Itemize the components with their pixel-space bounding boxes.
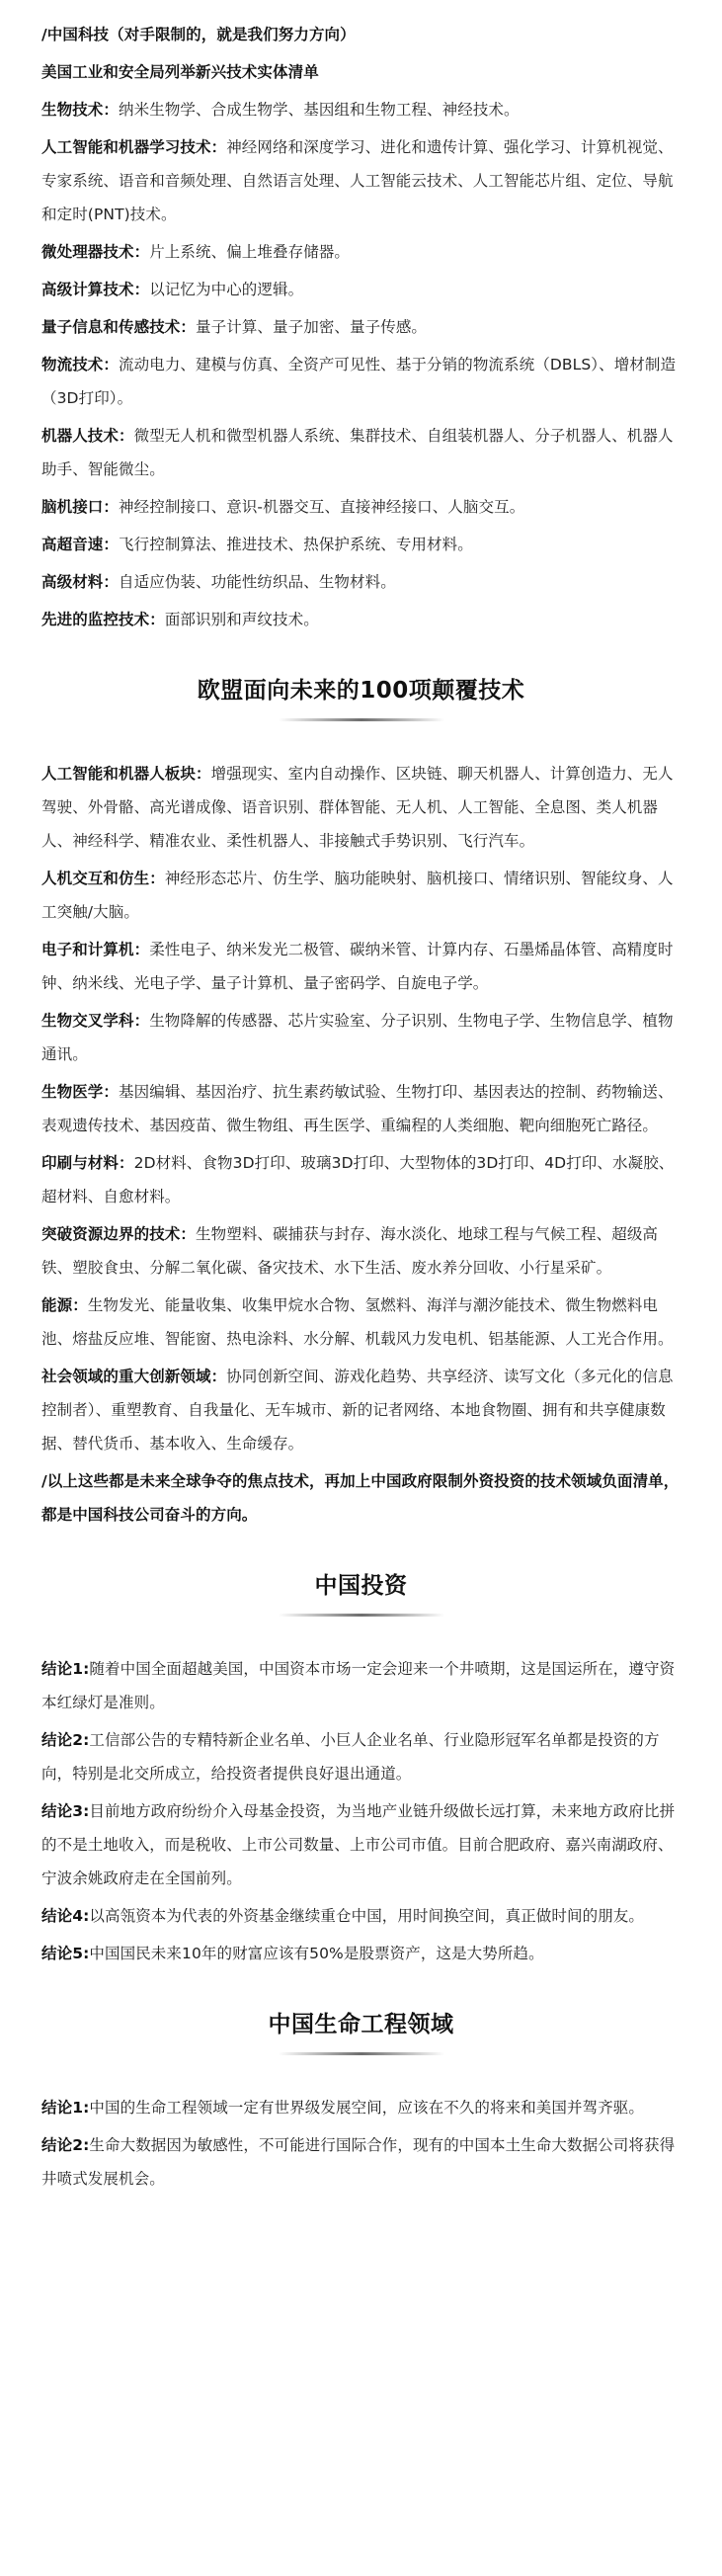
section-underline xyxy=(279,2052,444,2055)
item-label: 物流技术： xyxy=(41,356,120,374)
list-item xyxy=(41,419,681,486)
item-text: 神经控制接口、意识-机器交互、直接神经接口、人脑交互。 xyxy=(119,498,525,516)
item-label: 机器人技术： xyxy=(41,427,134,445)
list-item xyxy=(41,310,681,344)
list-item xyxy=(41,1794,681,1895)
item-text: 面部识别和声纹技术。 xyxy=(164,611,319,628)
list-item xyxy=(41,1146,681,1213)
item-text: 中国的生命工程领域一定有世界级发展空间，应该在不久的将来和美国并驾齐驱。 xyxy=(89,2099,644,2117)
item-text: 中国国民未来10年的财富应该有50%是股票资产，这是大势所趋。 xyxy=(89,1945,544,1962)
section-header-eu xyxy=(41,672,681,721)
summary-paragraph xyxy=(41,1464,681,1532)
eu-tech-list xyxy=(41,757,681,1532)
item-label: 人机交互和仿生： xyxy=(41,870,165,887)
list-item xyxy=(41,603,681,636)
us-tech-list xyxy=(41,93,681,636)
list-item xyxy=(41,2091,681,2124)
section-header-invest xyxy=(41,1567,681,1617)
item-label: 结论4: xyxy=(41,1907,90,1925)
item-label: 结论5: xyxy=(41,1945,90,1962)
summary-text: /以上这些都是未来全球争夺的焦点技术，再加上中国政府限制外资投资的技术领域负面清单，都是中国科技公司奋斗的方向。 xyxy=(41,1472,680,1524)
item-label: 脑机接口： xyxy=(41,498,120,516)
item-text: 神经网络和深度学习、进化和遗传计算、强化学习、计算机视觉、专家系统、语音和音频处理、自然语言处理、人工智能云技术、人工智能芯片组、定位、导航和定时(PNT)技术。 xyxy=(41,138,674,223)
item-label: 结论2: xyxy=(41,2136,90,2154)
list-item xyxy=(41,490,681,524)
item-label: 生物交叉学科： xyxy=(41,1012,150,1030)
item-text: 神经形态芯片、仿生学、脑功能映射、脑机接口、情绪识别、智能纹身、人工突触/大脑。 xyxy=(41,870,674,921)
item-text: 生物降解的传感器、芯片实验室、分子识别、生物电子学、生物信息学、植物通讯。 xyxy=(41,1012,674,1063)
item-label: 先进的监控技术： xyxy=(41,611,165,628)
list-item xyxy=(41,528,681,561)
list-item xyxy=(41,1899,681,1933)
item-text: 飞行控制算法、推进技术、热保护系统、专用材料。 xyxy=(119,536,473,553)
list-item xyxy=(41,1937,681,1970)
item-text: 以高瓴资本为代表的外资基金继续重仓中国，用时间换空间，真正做时间的朋友。 xyxy=(89,1907,644,1925)
item-text: 量子计算、量子加密、量子传感。 xyxy=(196,318,428,336)
section-title: 欧盟面向未来的100项颠覆技术 xyxy=(197,678,525,704)
list-item xyxy=(41,1217,681,1285)
list-item xyxy=(41,1723,681,1790)
item-text: 生命大数据因为敏感性，不可能进行国际合作，现有的中国本土生命大数据公司将获得井喷式发展机会。 xyxy=(41,2136,676,2188)
item-text: 工信部公告的专精特新企业名单、小巨人企业名单、行业隐形冠军名单都是投资的方向，特别是北交所成立，给投资者提供良好退出通道。 xyxy=(41,1731,660,1783)
list-item xyxy=(41,93,681,126)
item-text: 随着中国全面超越美国，中国资本市场一定会迎来一个井喷期，这是国运所在，遵守资本红绿灯是准则。 xyxy=(41,1660,676,1711)
item-text: 自适应伪装、功能性纺织品、生物材料。 xyxy=(119,573,396,591)
list-item xyxy=(41,2128,681,2196)
item-text: 以记忆为中心的逻辑。 xyxy=(149,281,304,298)
item-label: 能源： xyxy=(41,1296,88,1314)
item-text: 协同创新空间、游戏化趋势、共享经济、读写文化（多元化的信息控制者）、重塑教育、自我量化、无车城市、新的记者网络、本地食物圈、拥有和共享健康数据、替代货币、基本收入、生命缓存。 xyxy=(41,1368,674,1453)
list-item xyxy=(41,273,681,306)
item-label: 微处理器技术： xyxy=(41,243,150,261)
section-title: 中国生命工程领域 xyxy=(268,2012,454,2037)
list-item xyxy=(41,130,681,231)
list-item xyxy=(41,933,681,1000)
item-text: 片上系统、偏上堆叠存储器。 xyxy=(149,243,351,261)
item-label: 人工智能和机器学习技术： xyxy=(41,138,227,156)
us-list-title: 美国工业和安全局列举新兴技术实体清单 xyxy=(41,63,319,81)
item-label: 电子和计算机： xyxy=(41,941,150,958)
item-label: 高级计算技术： xyxy=(41,281,150,298)
invest-conclusions xyxy=(41,1652,681,1970)
list-item xyxy=(41,1004,681,1071)
item-label: 结论3: xyxy=(41,1802,90,1820)
item-label: 高超音速： xyxy=(41,536,120,553)
list-item xyxy=(41,757,681,858)
item-label: 结论2: xyxy=(41,1731,90,1749)
item-label: 结论1: xyxy=(41,1660,90,1678)
list-item xyxy=(41,565,681,599)
list-item xyxy=(41,1288,681,1356)
list-item xyxy=(41,1360,681,1460)
item-text: 纳米生物学、合成生物学、基因组和生物工程、神经技术。 xyxy=(119,101,520,119)
intro-heading: /中国科技（对手限制的，就是我们努力方向） xyxy=(41,26,356,43)
item-text: 目前地方政府纷纷介入母基金投资，为当地产业链升级做长远打算，未来地方政府比拼的不是土地收入，而是税收、上市公司数量、上市公司市值。目前合肥政府、嘉兴南湖政府、宁波余姚政府走在全国前列。 xyxy=(41,1802,676,1887)
item-text: 基因编辑、基因治疗、抗生素药敏试验、生物打印、基因表达的控制、药物输送、表观遗传技术、基因疫苗、微生物组、再生医学、重编程的人类细胞、靶向细胞死亡路径。 xyxy=(41,1083,674,1134)
item-text: 2D材料、食物3D打印、玻璃3D打印、大型物体的3D打印、4D打印、水凝胶、超材料、自愈材料。 xyxy=(41,1154,675,1205)
list-item xyxy=(41,1652,681,1719)
item-label: 突破资源边界的技术： xyxy=(41,1225,197,1243)
list-item xyxy=(41,1075,681,1142)
section-underline xyxy=(279,718,444,721)
item-label: 生物医学： xyxy=(41,1083,120,1101)
item-text: 柔性电子、纳米发光二极管、碳纳米管、计算内存、石墨烯晶体管、高精度时钟、纳米线、光电子学、量子计算机、量子密码学、自旋电子学。 xyxy=(41,941,674,992)
item-text: 流动电力、建模与仿真、全资产可见性、基于分销的物流系统（DBLS）、增材制造（3D打印）。 xyxy=(41,356,677,407)
item-text: 生物发光、能量收集、收集甲烷水合物、氢燃料、海洋与潮汐能技术、微生物燃料电池、熔盐反应堆、智能窗、热电涂料、水分解、机载风力发电机、铝基能源、人工光合作用。 xyxy=(41,1296,674,1348)
item-label: 社会领域的重大创新领域： xyxy=(41,1368,227,1385)
section-underline xyxy=(279,1614,444,1617)
section-header-life xyxy=(41,2006,681,2055)
list-item xyxy=(41,235,681,269)
item-text: 增强现实、室内自动操作、区块链、聊天机器人、计算创造力、无人驾驶、外骨骼、高光谱成像、语音识别、群体智能、无人机、人工智能、全息图、类人机器人、神经科学、精准农业、柔性机器人、非接触式手势识别、飞行汽车。 xyxy=(41,765,674,850)
item-label: 量子信息和传感技术： xyxy=(41,318,197,336)
life-conclusions xyxy=(41,2091,681,2196)
item-label: 人工智能和机器人板块： xyxy=(41,765,211,783)
item-label: 高级材料： xyxy=(41,573,120,591)
list-item xyxy=(41,862,681,929)
item-text: 生物塑料、碳捕获与封存、海水淡化、地球工程与气候工程、超级高铁、塑胶食虫、分解二氧化碳、备灾技术、水下生活、废水养分回收、小行星采矿。 xyxy=(41,1225,659,1277)
item-label: 生物技术： xyxy=(41,101,120,119)
item-label: 印刷与材料： xyxy=(41,1154,134,1172)
item-label: 结论1: xyxy=(41,2099,90,2117)
item-text: 微型无人机和微型机器人系统、集群技术、自组装机器人、分子机器人、机器人助手、智能微尘。 xyxy=(41,427,674,478)
section-title: 中国投资 xyxy=(314,1573,408,1599)
list-item xyxy=(41,348,681,415)
